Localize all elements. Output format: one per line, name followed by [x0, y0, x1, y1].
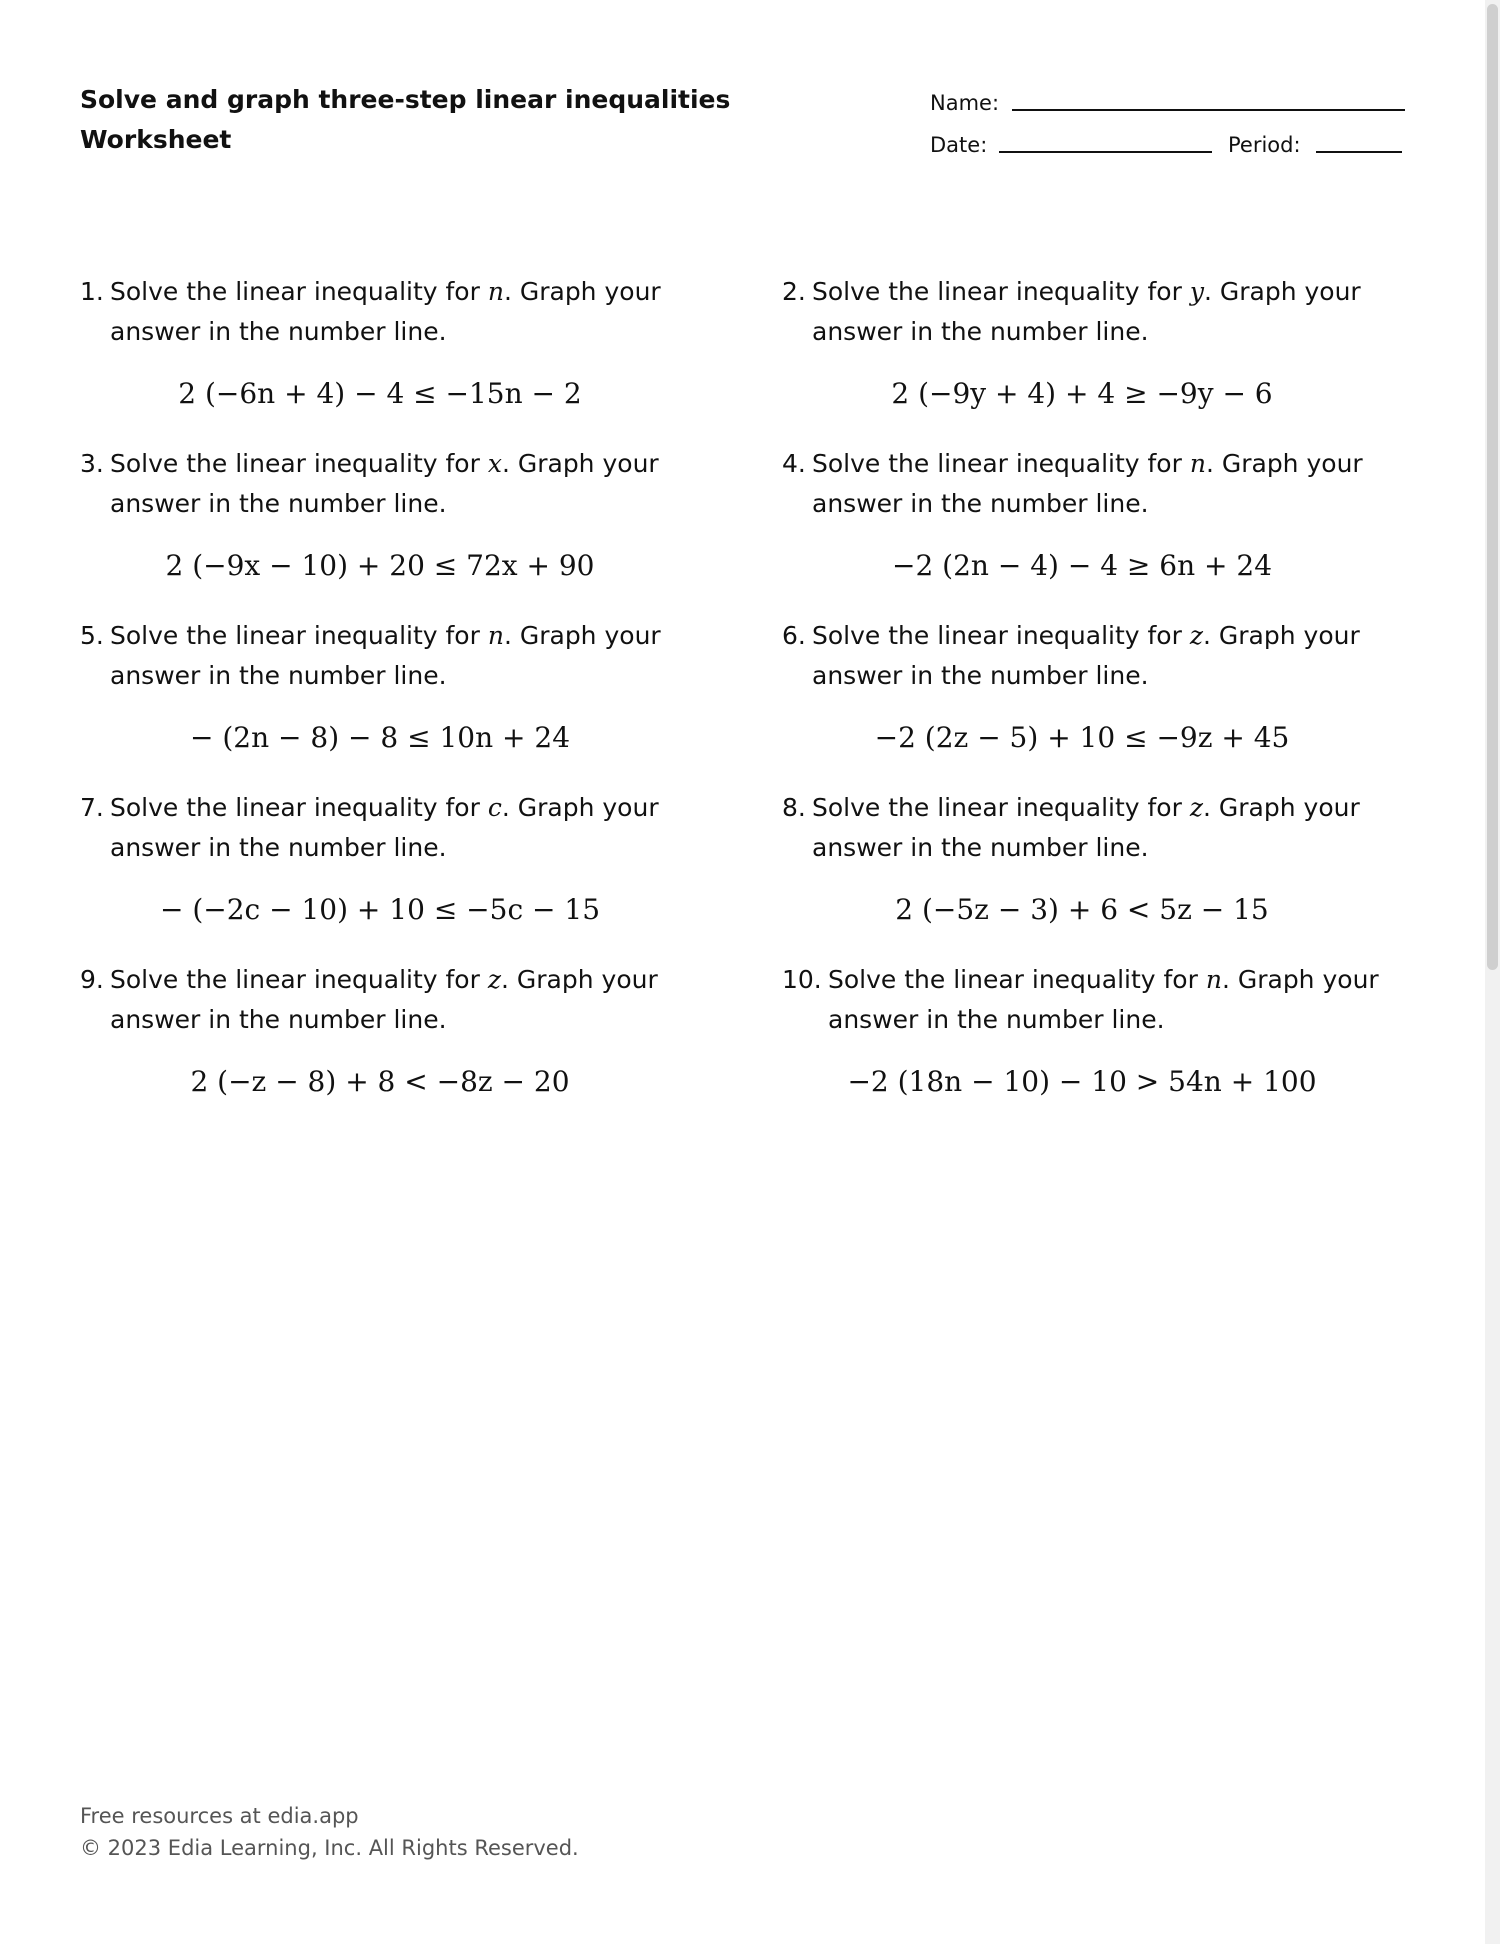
problem-equation: 2 (−z − 8) + 8 < −8z − 20 [190, 1065, 570, 1098]
problem-variable: x [487, 449, 502, 478]
problem-text-rest: . Graph your answer in the number line. [812, 793, 1360, 862]
problem-text: Solve the linear inequality for [110, 449, 488, 478]
problem-text: Solve the linear inequality for [110, 965, 488, 994]
problem-10 [782, 960, 1382, 1098]
problem-variable: z [1189, 621, 1204, 650]
problem-5 [80, 616, 680, 754]
problem-number: 9. [80, 965, 104, 994]
date-field[interactable] [999, 151, 1212, 153]
problem-text-rest: . Graph your answer in the number line. [110, 621, 661, 690]
problem-text: Solve the linear inequality for [828, 965, 1206, 994]
problem-text-rest: . Graph your answer in the number line. [110, 449, 659, 518]
scrollbar-thumb[interactable] [1487, 4, 1498, 970]
problem-variable: z [487, 965, 502, 994]
problem-number: 4. [782, 449, 806, 478]
problem-number: 8. [782, 793, 806, 822]
problem-4 [782, 444, 1382, 582]
problem-text: Solve the linear inequality for [110, 621, 488, 650]
problem-variable: n [1205, 965, 1222, 994]
problem-text-rest: . Graph your answer in the number line. [110, 793, 659, 862]
problem-text-rest: . Graph your answer in the number line. [812, 621, 1360, 690]
problem-text-rest: . Graph your answer in the number line. [812, 277, 1361, 346]
problem-equation: 2 (−9y + 4) + 4 ≥ −9y − 6 [891, 377, 1273, 410]
problem-text: Solve the linear inequality for [110, 793, 488, 822]
worksheet-title [80, 80, 730, 160]
problem-text: Solve the linear inequality for [812, 277, 1190, 306]
problem-equation: − (2n − 8) − 8 ≤ 10n + 24 [189, 721, 571, 754]
title-line-1: Solve and graph three-step linear inequalities [80, 85, 731, 114]
name-field[interactable] [1012, 109, 1405, 111]
problem-text: Solve the linear inequality for [110, 277, 488, 306]
date-label: Date: [930, 133, 988, 157]
problem-equation: 2 (−5z − 3) + 6 < 5z − 15 [895, 893, 1269, 926]
problem-equation: − (−2c − 10) + 10 ≤ −5c − 15 [159, 893, 601, 926]
footer-resources: Free resources at edia.app [80, 1804, 359, 1828]
problem-equation: −2 (18n − 10) − 10 > 54n + 100 [847, 1065, 1317, 1098]
vertical-scrollbar[interactable] [1485, 0, 1500, 1944]
problem-variable: n [1189, 449, 1206, 478]
footer-copyright: © 2023 Edia Learning, Inc. All Rights Reserved. [80, 1836, 579, 1860]
problem-variable: c [487, 793, 502, 822]
problem-text-rest: . Graph your answer in the number line. [828, 965, 1379, 1034]
problem-variable: n [487, 621, 504, 650]
problem-equation: 2 (−9x − 10) + 20 ≤ 72x + 90 [165, 549, 595, 582]
problem-variable: n [487, 277, 504, 306]
problem-6 [782, 616, 1382, 754]
problem-text: Solve the linear inequality for [812, 793, 1190, 822]
problem-9 [80, 960, 680, 1098]
footer [80, 1800, 579, 1864]
problem-variable: z [1189, 793, 1204, 822]
problem-number: 6. [782, 621, 806, 650]
problem-number: 3. [80, 449, 104, 478]
problem-text-rest: . Graph your answer in the number line. [110, 965, 658, 1034]
problem-number: 2. [782, 277, 806, 306]
problem-equation: 2 (−6n + 4) − 4 ≤ −15n − 2 [178, 377, 582, 410]
problem-text-rest: . Graph your answer in the number line. [110, 277, 661, 346]
name-label: Name: [930, 91, 1000, 115]
problem-text-rest: . Graph your answer in the number line. [812, 449, 1363, 518]
problem-2 [782, 272, 1382, 410]
problem-8 [782, 788, 1382, 926]
problem-3 [80, 444, 680, 582]
problem-equation: −2 (2z − 5) + 10 ≤ −9z + 45 [874, 721, 1290, 754]
problem-variable: y [1189, 277, 1204, 306]
problem-number: 7. [80, 793, 104, 822]
problem-number: 5. [80, 621, 104, 650]
problem-text: Solve the linear inequality for [812, 621, 1190, 650]
problem-equation: −2 (2n − 4) − 4 ≥ 6n + 24 [891, 549, 1273, 582]
period-field[interactable] [1316, 151, 1402, 153]
problem-7 [80, 788, 680, 926]
problem-number: 1. [80, 277, 104, 306]
problem-text: Solve the linear inequality for [812, 449, 1190, 478]
period-label: Period: [1228, 133, 1301, 157]
problem-number: 10. [782, 965, 822, 994]
problem-1 [80, 272, 680, 410]
title-line-2: Worksheet [80, 125, 232, 154]
